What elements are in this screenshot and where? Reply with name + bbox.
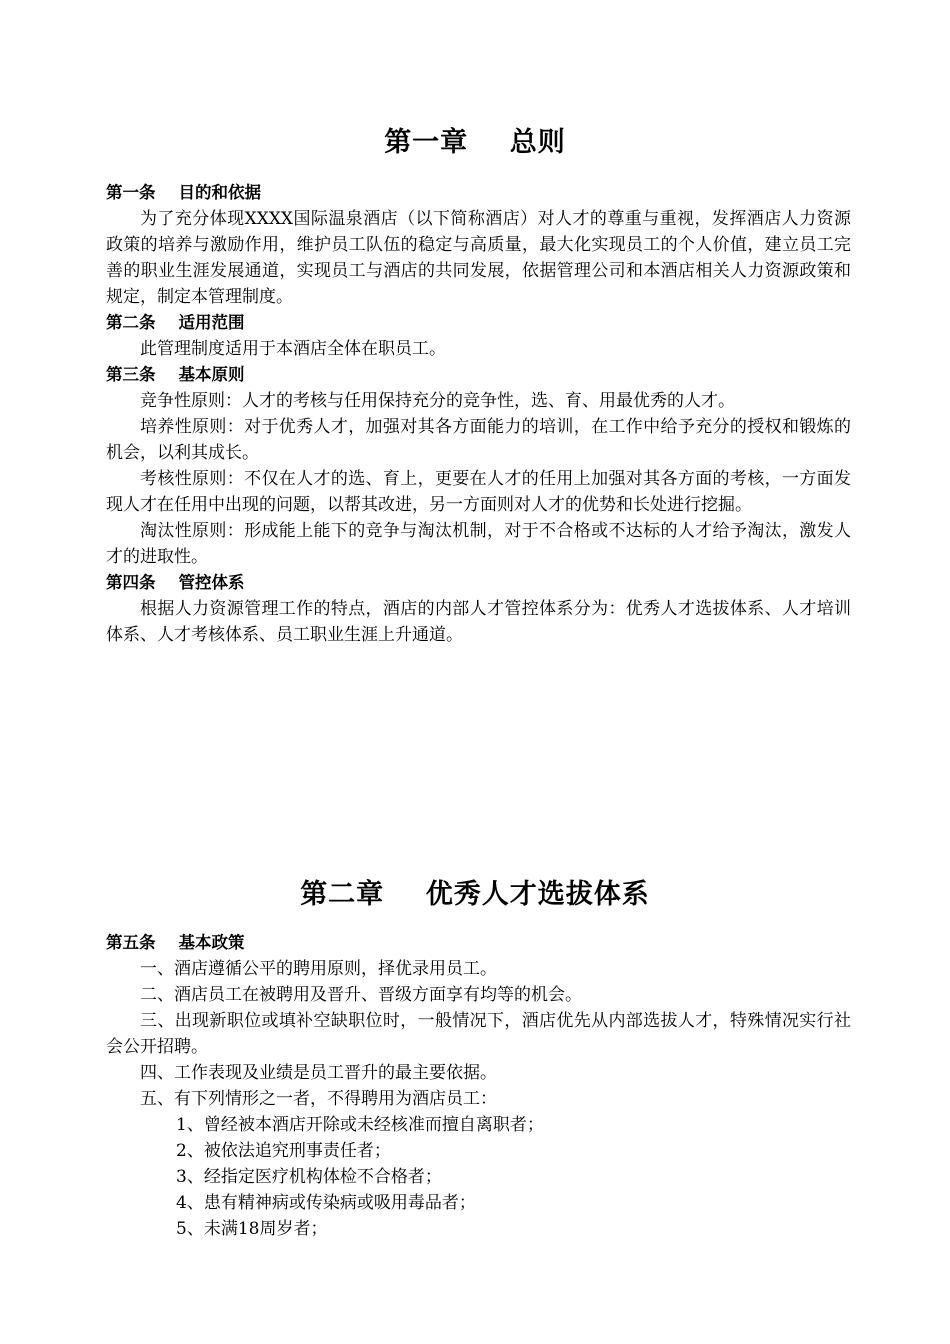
article-paragraph: 考核性原则：不仅在人才的选、育上，更要在人才的任用上加强对其各方面的考核，一方面发现人才在任用中出现的问题，以帮其改进，另一方面则对人才的优势和长处进行挖掘。 [106, 469, 851, 515]
list-item: 1、曾经被本酒店开除或未经核准而擅自离职者； [176, 1115, 544, 1135]
article-paragraph: 为了充分体现XXXX国际温泉酒店（以下简称酒店）对人才的尊重与重视，发挥酒店人力资源政策的培养与激励作用，维护员工队伍的稳定与高质量，最大化实现员工的个人价值，建立员工完善的职业生涯发展通道，实现员工与酒店的共同发展，依据管理公司和本酒店相关人力资源政策和规定，制定本管理制度。 [106, 209, 851, 307]
article-paragraph: 根据人力资源管理工作的特点，酒店的内部人才管控体系分为：优秀人才选拔体系、人才培训体系、人才考核体系、员工职业生涯上升通道。 [106, 599, 851, 645]
article-paragraph: 二、酒店员工在被聘用及晋升、晋级方面享有均等的机会。 [140, 985, 582, 1005]
article-heading: 第一条 目的和依据 [106, 183, 261, 202]
list-item: 5、未满18周岁者； [176, 1219, 328, 1239]
article-heading: 第四条 管控体系 [106, 573, 245, 592]
article-paragraph: 一、酒店遵循公平的聘用原则，择优录用员工。 [140, 959, 497, 979]
article-paragraph: 淘汰性原则：形成能上能下的竞争与淘汰机制，对于不合格或不达标的人才给予淘汰，激发人才的进取性。 [106, 521, 851, 567]
article-paragraph: 此管理制度适用于本酒店全体在职员工。 [140, 339, 446, 359]
article-heading: 第五条 基本政策 [106, 933, 245, 952]
list-item: 3、经指定医疗机构体检不合格者； [176, 1167, 442, 1187]
article-heading: 第三条 基本原则 [106, 365, 245, 384]
chapter-title: 第二章 优秀人才选拔体系 [300, 879, 650, 910]
list-item: 2、被依法追究刑事责任者； [176, 1141, 391, 1161]
article-paragraph: 四、工作表现及业绩是员工晋升的最主要依据。 [140, 1063, 497, 1083]
article-paragraph: 培养性原则：对于优秀人才，加强对其各方面能力的培训，在工作中给予充分的授权和锻炼的机会，以利其成长。 [106, 417, 851, 463]
article-paragraph: 三、出现新职位或填补空缺职位时，一般情况下，酒店优先从内部选拔人才，特殊情况实行社会公开招聘。 [106, 1011, 851, 1057]
chapter-title: 第一章 总则 [384, 127, 566, 158]
article-heading: 第二条 适用范围 [106, 313, 245, 332]
list-item: 4、患有精神病或传染病或吸用毒品者； [176, 1193, 476, 1213]
chapter-1-body [106, 180, 851, 648]
article-paragraph: 竞争性原则：人才的考核与任用保持充分的竞争性，选、育、用最优秀的人才。 [140, 391, 735, 411]
chapter-2-body [106, 930, 851, 1242]
article-paragraph: 五、有下列情形之一者，不得聘用为酒店员工： [140, 1089, 497, 1109]
